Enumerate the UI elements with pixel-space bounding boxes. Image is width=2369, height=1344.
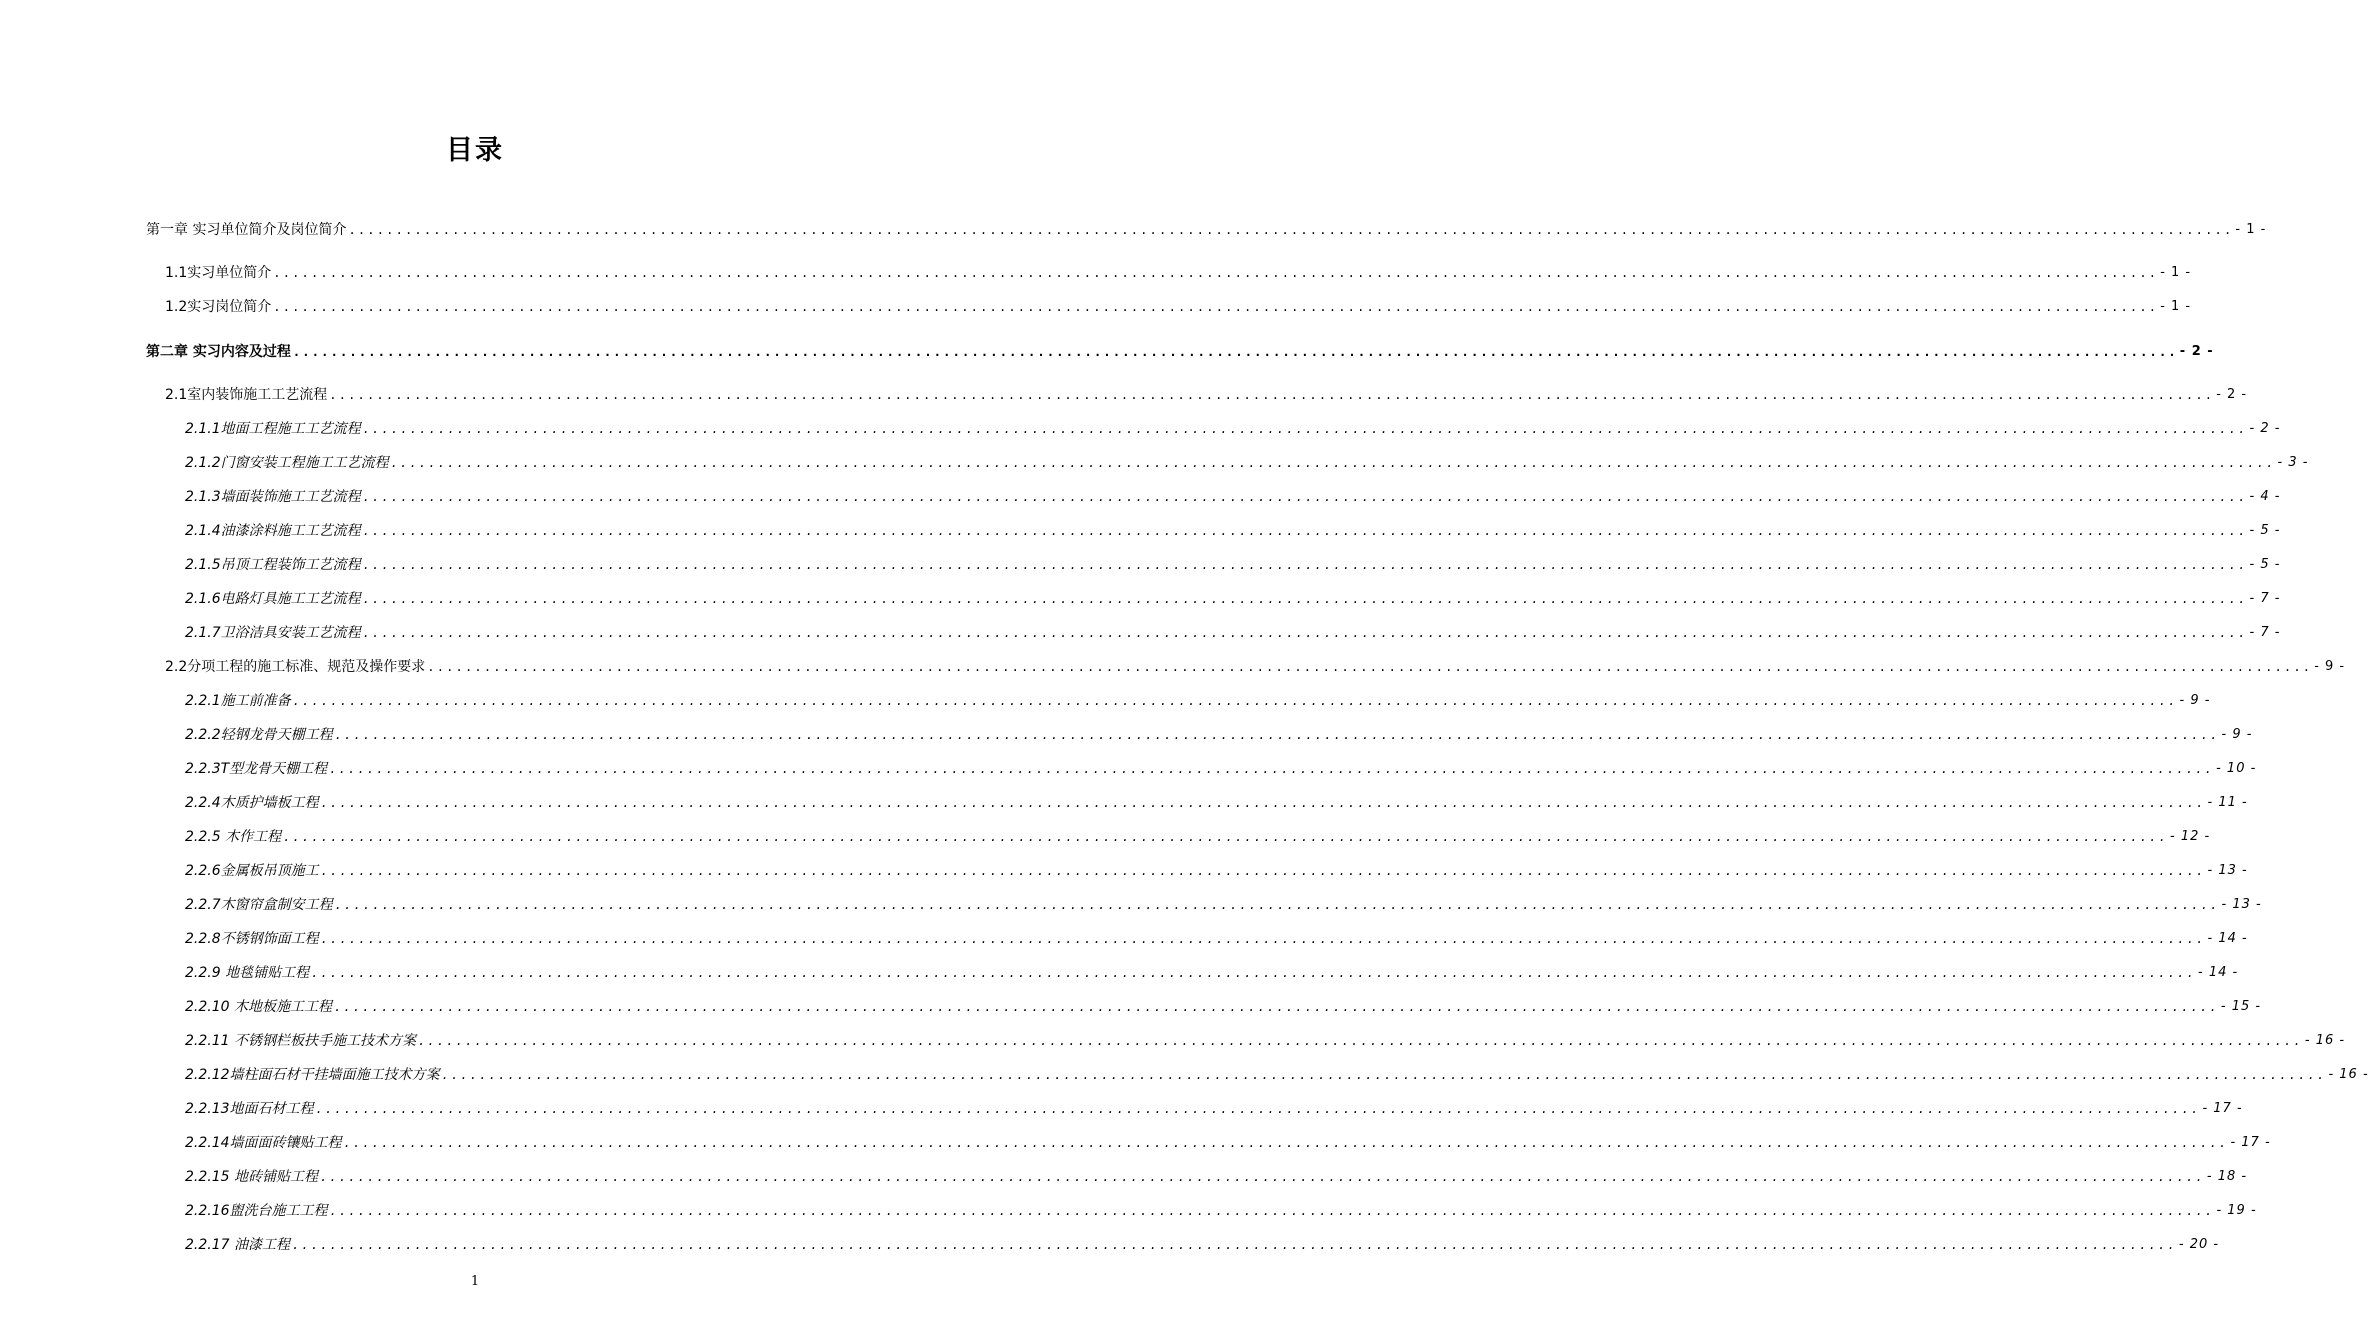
toc-entry-label: 1.1实习单位简介 <box>165 265 272 281</box>
toc-leader-dots: ........................................................................................................................................................................................................ <box>362 422 2248 436</box>
toc-entry-page: - 17 - <box>2202 1101 2243 1116</box>
toc-leader-dots: ........................................................................................................................................................................................................ <box>283 830 2168 844</box>
toc-entry[interactable] <box>0 722 2253 744</box>
toc-entry[interactable] <box>0 260 2192 282</box>
toc-leader-dots: ........................................................................................................................................................................................................ <box>329 388 2215 402</box>
toc-entry-label: 第二章 实习内容及过程 <box>146 344 291 360</box>
toc-entry-label: 2.2.11 不锈钢栏板扶手施工技术方案 <box>185 1033 416 1049</box>
toc-entry-page: - 18 - <box>2206 1169 2248 1184</box>
toc-entry[interactable] <box>0 294 2192 316</box>
toc-leader-dots: ........................................................................................................................................................................................................ <box>362 524 2248 538</box>
toc-entry[interactable] <box>0 790 2248 812</box>
toc-entry-label: 2.1.3墙面装饰施工工艺流程 <box>185 489 361 505</box>
toc-entry[interactable] <box>0 620 2281 642</box>
toc-leader-dots: ........................................................................................................................................................................................................ <box>291 1238 2177 1252</box>
toc-entry[interactable] <box>0 688 2211 710</box>
toc-entry[interactable] <box>0 586 2281 608</box>
toc-leader-dots: ........................................................................................................................................................................................................ <box>273 300 2159 314</box>
page-title: 目录 <box>446 135 504 166</box>
toc-entry[interactable] <box>0 484 2281 506</box>
toc-entry-label: 2.1室内装饰施工工艺流程 <box>165 387 328 403</box>
toc-entry-label: 2.2.9 地毯铺贴工程 <box>185 965 310 981</box>
toc-leader-dots: ........................................................................................................................................................................................................ <box>343 1136 2229 1150</box>
toc-entry-label: 2.2.6金属板吊顶施工 <box>185 863 319 879</box>
toc-entry-page: - 17 - <box>2230 1135 2271 1150</box>
toc-leader-dots: ........................................................................................................................................................................................................ <box>334 728 2220 742</box>
toc-entry[interactable] <box>0 994 2262 1016</box>
toc-leader-dots: ........................................................................................................................................................................................................ <box>315 1102 2201 1116</box>
toc-leader-dots: ........................................................................................................................................................................................................ <box>320 796 2206 810</box>
toc-entry-page: - 7 - <box>2249 591 2281 606</box>
toc-entry[interactable] <box>0 450 2309 472</box>
toc-leader-dots: ........................................................................................................................................................................................................ <box>329 762 2215 776</box>
toc-leader-dots: ........................................................................................................................................................................................................ <box>362 592 2248 606</box>
toc-entry[interactable] <box>0 518 2281 540</box>
toc-entry-page: - 5 - <box>2249 523 2281 538</box>
toc-leader-dots: ........................................................................................................................................................................................................ <box>362 558 2248 572</box>
toc-entry-label: 2.1.6电路灯具施工工艺流程 <box>185 591 361 607</box>
toc-entry[interactable] <box>0 339 2214 361</box>
toc-entry[interactable] <box>0 654 2346 676</box>
toc-leader-dots: ........................................................................................................................................................................................................ <box>362 490 2248 504</box>
toc-entry-label: 2.2.16盥洗台施工工程 <box>185 1203 328 1219</box>
toc-entry-page: - 10 - <box>2216 761 2257 776</box>
toc-leader-dots: ........................................................................................................................................................................................................ <box>320 864 2206 878</box>
toc-entry-page: - 13 - <box>2221 897 2262 912</box>
toc-entry-page: - 12 - <box>2170 829 2211 844</box>
toc-entry-page: - 9 - <box>2314 659 2346 674</box>
toc-leader-dots: ........................................................................................................................................................................................................ <box>292 694 2178 708</box>
toc-entry[interactable] <box>0 756 2257 778</box>
toc-entry-page: - 5 - <box>2249 557 2281 572</box>
toc-entry-label: 2.1.7卫浴洁具安装工艺流程 <box>185 625 361 641</box>
toc-entry-label: 2.2.1施工前准备 <box>185 693 291 709</box>
toc-entry-page: - 11 - <box>2207 795 2248 810</box>
toc-entry-page: - 2 - <box>2249 421 2281 436</box>
toc-entry-label: 2.2.2轻钢龙骨天棚工程 <box>185 727 333 743</box>
toc-entry[interactable] <box>0 552 2281 574</box>
toc-entry-label: 1.2实习岗位简介 <box>165 299 272 315</box>
toc-entry[interactable] <box>0 1096 2243 1118</box>
toc-leader-dots: ........................................................................................................................................................................................................ <box>311 966 2196 980</box>
toc-entry-page: - 16 - <box>2328 1067 2369 1082</box>
toc-leader-dots: ........................................................................................................................................................................................................ <box>334 898 2220 912</box>
toc-entry-label: 2.2.13地面石材工程 <box>185 1101 314 1117</box>
toc-entry[interactable] <box>0 1198 2257 1220</box>
toc-entry-label: 2.1.4油漆涂料施工工艺流程 <box>185 523 361 539</box>
toc-entry-page: - 1 - <box>2235 222 2267 237</box>
toc-leader-dots: ........................................................................................................................................................................................................ <box>292 345 2178 359</box>
toc-leader-dots: ........................................................................................................................................................................................................ <box>417 1034 2303 1048</box>
toc-entry[interactable] <box>0 217 2267 239</box>
toc-leader-dots: ........................................................................................................................................................................................................ <box>390 456 2276 470</box>
toc-entry-page: - 1 - <box>2160 265 2192 280</box>
toc-entry-page: - 7 - <box>2249 625 2281 640</box>
toc-leader-dots: ........................................................................................................................................................................................................ <box>441 1068 2327 1082</box>
toc-entry-label: 2.2.17 油漆工程 <box>185 1237 290 1253</box>
toc-entry-page: - 15 - <box>2220 999 2262 1014</box>
toc-entry-page: - 16 - <box>2304 1033 2346 1048</box>
toc-entry[interactable] <box>0 416 2281 438</box>
toc-entry[interactable] <box>0 1062 2369 1084</box>
toc-entry[interactable] <box>0 1130 2271 1152</box>
toc-entry-label: 第一章 实习单位简介及岗位简介 <box>146 222 347 238</box>
toc-entry-label: 2.2.12墙柱面石材干挂墙面施工技术方案 <box>185 1067 440 1083</box>
toc-entry-label: 2.1.1地面工程施工工艺流程 <box>185 421 361 437</box>
toc-entry-page: - 4 - <box>2249 489 2281 504</box>
toc-leader-dots: ........................................................................................................................................................................................................ <box>333 1000 2219 1014</box>
toc-entry-label: 2.2.8不锈钢饰面工程 <box>185 931 319 947</box>
toc-entry[interactable] <box>0 960 2239 982</box>
page-number: 1 <box>470 1274 480 1289</box>
toc-entry[interactable] <box>0 892 2262 914</box>
toc-entry[interactable] <box>0 382 2248 404</box>
toc-entry-label: 2.2.14墙面面砖镶贴工程 <box>185 1135 342 1151</box>
toc-entry-page: - 19 - <box>2216 1203 2257 1218</box>
toc-leader-dots: ........................................................................................................................................................................................................ <box>273 266 2159 280</box>
toc-entry-page: - 1 - <box>2160 299 2192 314</box>
toc-entry-page: - 2 - <box>2216 387 2248 402</box>
toc-entry-label: 2.2.10 木地板施工工程 <box>185 999 332 1015</box>
toc-entry-label: 2.2.5 木作工程 <box>185 829 282 845</box>
toc-entry-page: - 14 - <box>2207 931 2248 946</box>
toc-entry[interactable] <box>0 824 2211 846</box>
toc-leader-dots: ........................................................................................................................................................................................................ <box>319 1170 2205 1184</box>
toc-entry-label: 2.2.4木质护墙板工程 <box>185 795 319 811</box>
toc-entry-label: 2.1.5吊顶工程装饰工艺流程 <box>185 557 361 573</box>
toc-leader-dots: ........................................................................................................................................................................................................ <box>362 626 2248 640</box>
toc-entry-label: 2.2.15 地砖铺贴工程 <box>185 1169 318 1185</box>
toc-entry-label: 2.2.7木窗帘盒制安工程 <box>185 897 333 913</box>
toc-entry[interactable] <box>0 926 2248 948</box>
toc-entry[interactable] <box>0 1028 2346 1050</box>
toc-leader-dots: ........................................................................................................................................................................................................ <box>320 932 2206 946</box>
toc-entry[interactable] <box>0 1164 2248 1186</box>
toc-entry-label: 2.2分项工程的施工标准、规范及操作要求 <box>165 659 426 675</box>
toc-leader-dots: ........................................................................................................................................................................................................ <box>427 660 2313 674</box>
toc-entry-page: - 13 - <box>2207 863 2248 878</box>
toc-entry-page: - 20 - <box>2178 1237 2220 1252</box>
toc-entry-page: - 9 - <box>2221 727 2253 742</box>
toc-entry-label: 2.2.3T型龙骨天棚工程 <box>185 761 328 777</box>
toc-entry-page: - 2 - <box>2179 344 2214 359</box>
toc-entry-page: - 9 - <box>2179 693 2211 708</box>
toc-entry-label: 2.1.2门窗安装工程施工工艺流程 <box>185 455 389 471</box>
toc-leader-dots: ........................................................................................................................................................................................................ <box>329 1204 2215 1218</box>
toc-entry-page: - 14 - <box>2198 965 2239 980</box>
toc-entry[interactable] <box>0 858 2248 880</box>
toc-entry[interactable] <box>0 1232 2220 1254</box>
toc-entry-page: - 3 - <box>2277 455 2309 470</box>
toc-leader-dots: ........................................................................................................................................................................................................ <box>348 223 2234 237</box>
